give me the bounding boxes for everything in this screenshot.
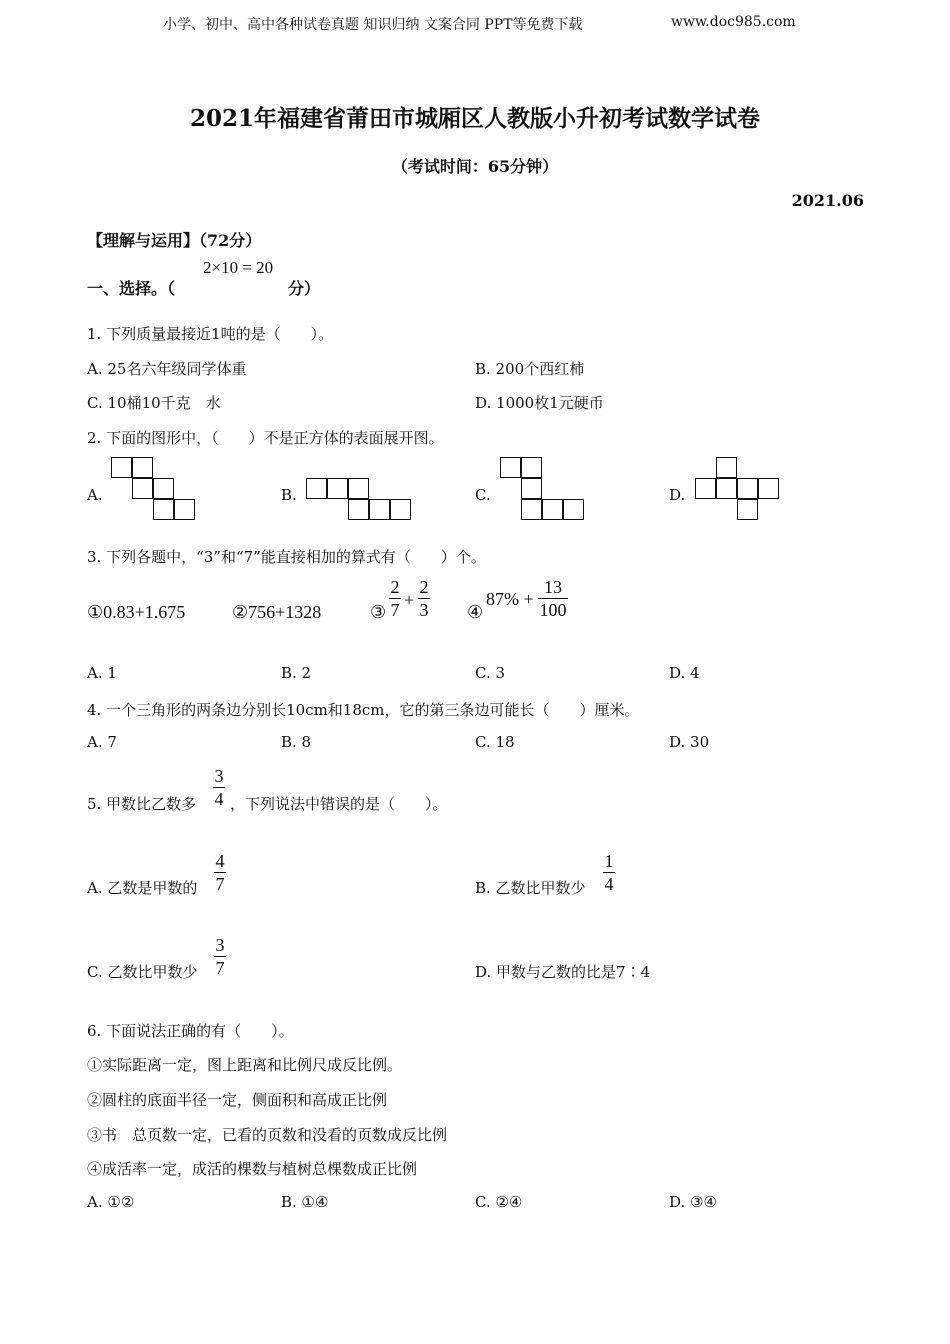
q5-option-a-fraction: 4 7 xyxy=(215,851,225,894)
q3-expr-4-fraction: 13 100 xyxy=(539,577,567,620)
section1-formula: 2×10 = 20 xyxy=(203,258,274,277)
exam-duration: （考试时间：65分钟） xyxy=(391,157,559,176)
q5-stem-b: ，下列说法中错误的是（ ）。 xyxy=(230,795,448,813)
q1-option-c: C. 10桶10千克 水 xyxy=(87,394,221,412)
q5-option-c-fraction: 3 7 xyxy=(215,935,225,978)
q3-option-c: C. 3 xyxy=(475,664,506,682)
q4-option-d: D. 30 xyxy=(669,733,710,751)
q3-expr-4-lead: 87% + xyxy=(486,589,534,609)
q3-expr-1: ①0.83+1.675 xyxy=(87,602,186,622)
q5-option-d: D. 甲数与乙数的比是7∶4 xyxy=(475,963,651,981)
q6-option-c: C. ②④ xyxy=(475,1193,523,1211)
q5-option-c: C. 乙数比甲数少 xyxy=(87,963,198,981)
q5-stem-fraction: 3 4 xyxy=(214,766,224,809)
q3-expr-3-plus: + xyxy=(404,590,415,610)
q2-option-d: D. xyxy=(669,486,686,504)
q1-option-d: D. 1000枚1元硬币 xyxy=(475,394,604,412)
q5-option-b-fraction: 1 4 xyxy=(604,851,614,894)
page-title: 2021年福建省莆田市城厢区人教版小升初考试数学试卷 xyxy=(189,105,760,132)
q4-option-b: B. 8 xyxy=(281,733,312,751)
q6-stem: 6. 下面说法正确的有（ ）。 xyxy=(87,1022,294,1040)
q3-stem: 3. 下列各题中，“3”和“7”能直接相加的算式有（ ）个。 xyxy=(87,548,486,566)
q6-statement-2: ②圆柱的底面半径一定，侧面积和高成正比例 xyxy=(87,1091,388,1109)
q2-option-a: A. xyxy=(87,486,103,504)
q3-expr-3-mark: ③ xyxy=(370,602,387,622)
q3-option-a: A. 1 xyxy=(87,664,117,682)
q5-option-a: A. 乙数是甲数的 xyxy=(87,879,198,897)
q4-option-c: C. 18 xyxy=(475,733,515,751)
exam-date: 2021.06 xyxy=(791,191,864,210)
q3-expr-2: ②756+1328 xyxy=(232,602,322,622)
q4-option-a: A. 7 xyxy=(87,733,117,751)
q1-stem: 1. 下列质量最接近1吨的是（ ）。 xyxy=(87,325,334,343)
q2-option-c: C. xyxy=(475,486,491,504)
q5-option-b: B. 乙数比甲数少 xyxy=(475,879,586,897)
q6-option-d: D. ③④ xyxy=(669,1193,717,1211)
header-left-text: 小学、初中、高中各种试卷真题 知识归纳 文案合同 PPT等免费下载 xyxy=(163,17,583,33)
q1-option-a: A. 25名六年级同学体重 xyxy=(87,360,247,378)
q3-expr-3-fraction-2: 2 3 xyxy=(419,577,429,620)
q2-stem: 2. 下面的图形中，（ ）不是正方体的表面展开图。 xyxy=(87,429,444,447)
section1-prefix: 一、选择。（ xyxy=(87,279,176,298)
q5-stem-a: 5. 甲数比乙数多 xyxy=(87,795,197,813)
q6-option-a: A. ①② xyxy=(87,1193,135,1211)
part-heading: 【理解与运用】（72分） xyxy=(87,231,262,250)
section1-suffix: 分） xyxy=(288,279,321,298)
header-url: www.doc985.com xyxy=(671,14,796,30)
q3-expr-3-fraction-1: 2 7 xyxy=(390,577,400,620)
q3-option-d: D. 4 xyxy=(669,664,700,682)
q6-statement-4: ④成活率一定，成活的棵数与植树总棵数成正比例 xyxy=(87,1160,418,1178)
q6-option-b: B. ①④ xyxy=(281,1193,329,1211)
q4-stem: 4. 一个三角形的两条边分别长10cm和18cm，它的第三条边可能长（ ）厘米。 xyxy=(87,701,640,719)
q2-option-b: B. xyxy=(281,486,297,504)
q1-option-b: B. 200个西红柿 xyxy=(475,360,585,378)
q6-statement-1: ①实际距离一定，图上距离和比例尺成反比例。 xyxy=(87,1056,403,1074)
q6-statement-3: ③书 总页数一定，已看的页数和没看的页数成反比例 xyxy=(87,1126,448,1144)
q3-option-b: B. 2 xyxy=(281,664,312,682)
q3-expr-4-mark: ④ xyxy=(467,602,484,622)
